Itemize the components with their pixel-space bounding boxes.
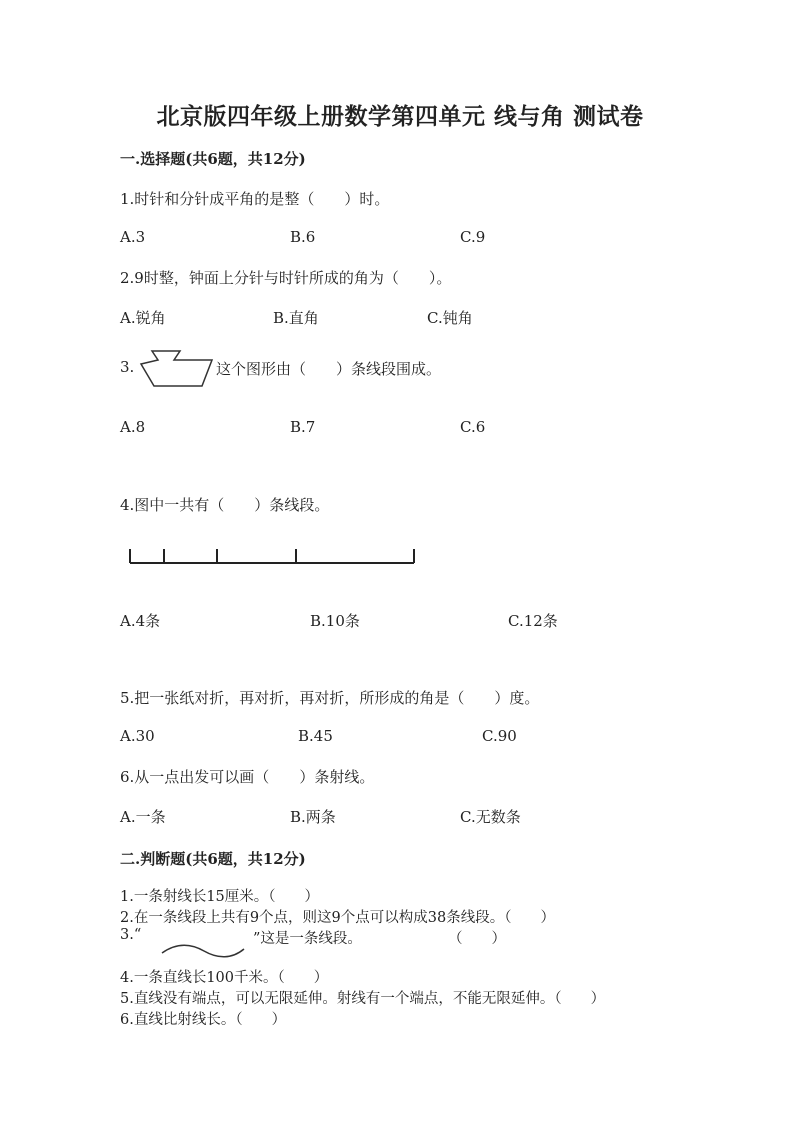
question-5-stem: 5.把一张纸对折，再对折，再对折，所形成的角是（ ）度。 [120,689,540,707]
judge-item-6: 6.直线比射线长。（ ） [120,1012,287,1028]
question-3-option-b: B.7 [290,418,316,436]
section-1-heading: 一.选择题(共6题，共12分) [120,150,306,168]
question-5-option-b: B.45 [298,727,333,745]
question-1-option-c: C.9 [460,228,486,246]
question-2-stem: 2.9时整，钟面上分针与时针所成的角为（ ）。 [120,269,452,287]
figure-line-segments [125,545,420,569]
question-2-option-c: C.钝角 [427,309,473,327]
question-1-option-a: A.3 [120,228,146,246]
question-4-stem: 4.图中一共有（ ）条线段。 [120,496,330,514]
question-4-option-c: C.12条 [508,612,558,630]
section-2-heading: 二.判断题(共6题，共12分) [120,850,306,868]
question-1-option-b: B.6 [290,228,316,246]
question-1-stem: 1.时针和分针成平角的是整（ ）时。 [120,190,390,208]
question-5-option-c: C.90 [482,727,517,745]
question-6-option-a: A.一条 [120,808,166,826]
judge-item-3-tail: ”这是一条线段。 [253,931,362,947]
page-title: 北京版四年级上册数学第四单元 线与角 测试卷 [156,103,644,130]
question-2-option-a: A.锐角 [120,309,166,327]
question-6-stem: 6.从一点出发可以画（ ）条射线。 [120,768,375,786]
figure-boat-shape [138,346,214,390]
judge-item-5: 5.直线没有端点，可以无限延伸。射线有一个端点，不能无限延伸。（ ） [120,991,606,1007]
judge-item-4: 4.一条直线长100千米。（ ） [120,970,329,986]
question-6-option-b: B.两条 [290,808,336,826]
question-6-option-c: C.无数条 [460,808,521,826]
question-5-option-a: A.30 [120,727,155,745]
question-3-stem: 这个图形由（ ）条线段围成。 [216,360,442,378]
question-3-option-c: C.6 [460,418,486,436]
question-2-option-b: B.直角 [273,309,319,327]
question-4-option-a: A.4条 [120,612,161,630]
question-4-option-b: B.10条 [310,612,360,630]
judge-item-3-paren: （ ） [448,931,506,947]
question-3-number: 3. [120,358,135,376]
question-3-option-a: A.8 [120,418,146,436]
judge-item-3-prefix: 3.“ [120,927,142,943]
judge-item-1: 1.一条射线长15厘米。（ ） [120,889,320,905]
figure-curved-line [160,941,246,961]
judge-item-2: 2.在一条线段上共有9个点，则这9个点可以构成38条线段。（ ） [120,910,555,926]
